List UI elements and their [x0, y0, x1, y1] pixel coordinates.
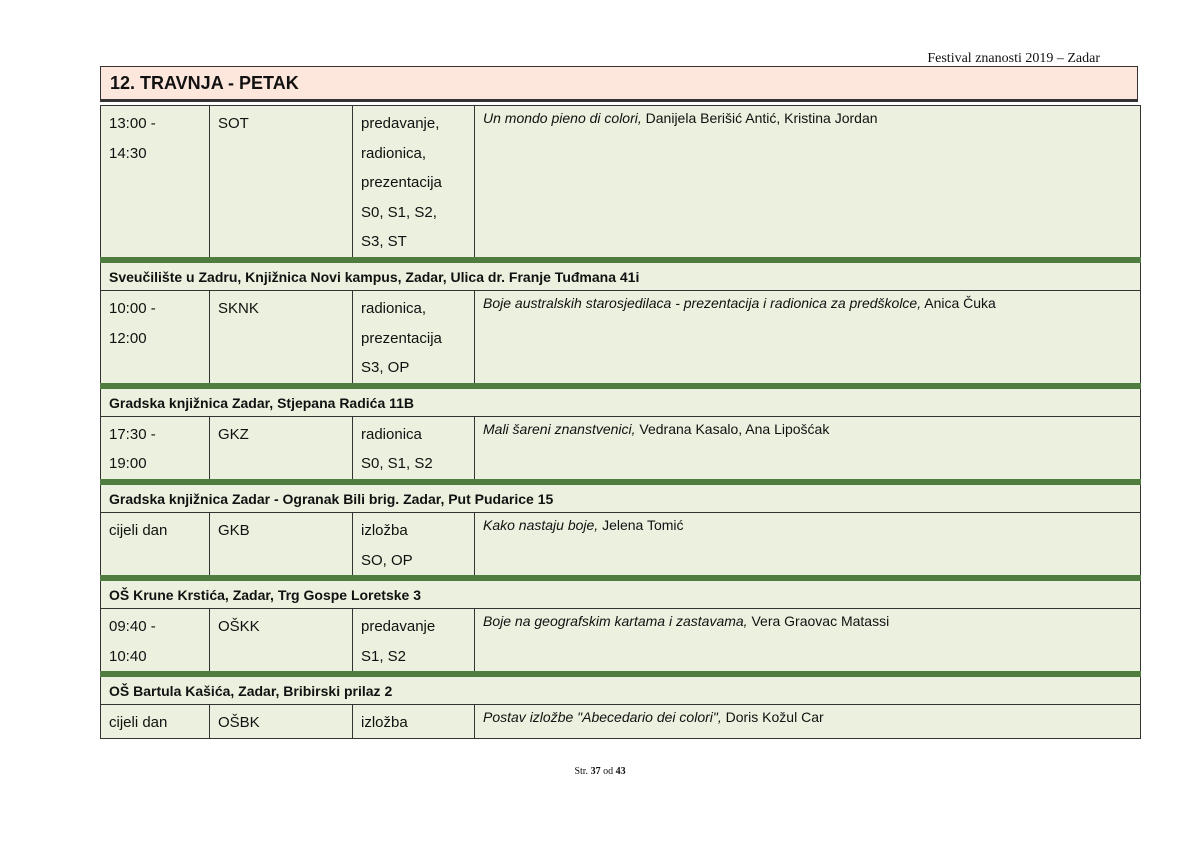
event-description [475, 416, 1141, 482]
event-time-line: 17:30 - [109, 425, 156, 443]
venue-row [101, 674, 1141, 705]
event-time-line: 14:30 [109, 144, 147, 162]
event-type-line: radionica, [361, 299, 427, 317]
event-time-line: cijeli dan [109, 521, 168, 539]
footer-mid: od [600, 766, 616, 777]
event-type-line: S0, S1, S2, [361, 203, 437, 221]
event-type-line: prezentacija [361, 329, 442, 347]
event-description [475, 106, 1141, 260]
venue-row [101, 482, 1141, 513]
event-time [101, 705, 210, 739]
event-code: OŠBK [210, 705, 353, 739]
event-type-line: predavanje [361, 618, 436, 636]
event-type-line: predavanje, [361, 115, 440, 132]
event-type-line: radionica, [361, 144, 427, 162]
event-title: Kako nastaju boje, [483, 516, 599, 533]
event-authors: Anica Čuka [921, 294, 996, 311]
event-row [101, 290, 1141, 385]
venue-row [101, 578, 1141, 609]
event-authors: Jelena Tomić [598, 516, 684, 533]
event-type-line: izložba [361, 714, 408, 732]
event-type [353, 705, 475, 739]
event-type-line: SO, OP [361, 551, 413, 569]
event-time [101, 106, 210, 260]
venue-name: Sveučilište u Zadru, Knjižnica Novi kampus, Zadar, Ulica dr. Franje Tuđmana 41i [101, 260, 1141, 291]
event-row [101, 705, 1141, 739]
event-row [101, 512, 1141, 578]
event-description [475, 290, 1141, 385]
event-time [101, 609, 210, 675]
page-footer [0, 766, 1200, 777]
event-code: SOT [210, 106, 353, 260]
venue-row [101, 386, 1141, 417]
event-type-line: izložba [361, 521, 408, 539]
event-authors: Vedrana Kasalo, Ana Lipošćak [635, 420, 830, 437]
event-row [101, 609, 1141, 675]
event-type-line: prezentacija [361, 174, 442, 192]
footer-page-total: 43 [615, 766, 626, 777]
event-time-line: 10:40 [109, 647, 147, 665]
venue-name: OŠ Krune Krstića, Zadar, Trg Gospe Loretske 3 [101, 578, 1141, 609]
footer-prefix: Str. [574, 766, 591, 777]
event-type [353, 106, 475, 260]
event-title: Postav izložbe "Abecedario dei colori", [483, 709, 722, 726]
event-type-line: S3, ST [361, 233, 407, 251]
event-code: OŠKK [210, 609, 353, 675]
event-description [475, 512, 1141, 578]
event-row [101, 106, 1141, 260]
event-time [101, 512, 210, 578]
event-type-line: S1, S2 [361, 647, 407, 665]
event-type-line: radionica [361, 425, 422, 443]
event-time-line: cijeli dan [109, 714, 168, 732]
event-time-line: 10:00 - [109, 299, 156, 317]
schedule-body [101, 106, 1141, 739]
event-type [353, 416, 475, 482]
day-title: 12. TRAVNJA - PETAK [110, 73, 299, 93]
event-time-line: 09:40 - [109, 618, 156, 636]
venue-name: Gradska knjižnica Zadar, Stjepana Radića 11B [101, 386, 1141, 417]
event-code: GKB [210, 512, 353, 578]
event-time-line: 13:00 - [109, 115, 156, 132]
event-authors: Danijela Berišić Antić, Kristina Jordan [641, 110, 878, 126]
event-type-line: S3, OP [361, 359, 410, 377]
event-time [101, 290, 210, 385]
event-time [101, 416, 210, 482]
event-row [101, 416, 1141, 482]
event-authors: Doris Kožul Car [721, 709, 824, 726]
event-type-line: S0, S1, S2 [361, 455, 433, 473]
event-type [353, 609, 475, 675]
schedule-table [100, 105, 1141, 739]
venue-name: OŠ Bartula Kašića, Zadar, Bribirski prilaz 2 [101, 674, 1141, 705]
event-title: Boje na geografskim kartama i zastavama, [483, 613, 748, 630]
event-time-line: 19:00 [109, 455, 147, 473]
event-time-line: 12:00 [109, 329, 147, 347]
event-description [475, 705, 1141, 739]
event-authors: Vera Graovac Matassi [747, 613, 890, 630]
venue-name: Gradska knjižnica Zadar - Ogranak Bili brig. Zadar, Put Pudarice 15 [101, 482, 1141, 513]
event-code: GKZ [210, 416, 353, 482]
event-code: SKNK [210, 290, 353, 385]
footer-page-number: 37 [590, 766, 601, 777]
venue-row [101, 260, 1141, 291]
event-title: Un mondo pieno di colori, [483, 110, 642, 126]
page-header: Festival znanosti 2019 – Zadar [927, 51, 1100, 66]
event-title: Mali šareni znanstvenici, [483, 420, 636, 437]
event-title: Boje australskih starosjedilaca - prezentacija i radionica za predškolce, [483, 294, 922, 311]
event-description [475, 609, 1141, 675]
event-type [353, 290, 475, 385]
day-heading [100, 66, 1138, 102]
event-type [353, 512, 475, 578]
